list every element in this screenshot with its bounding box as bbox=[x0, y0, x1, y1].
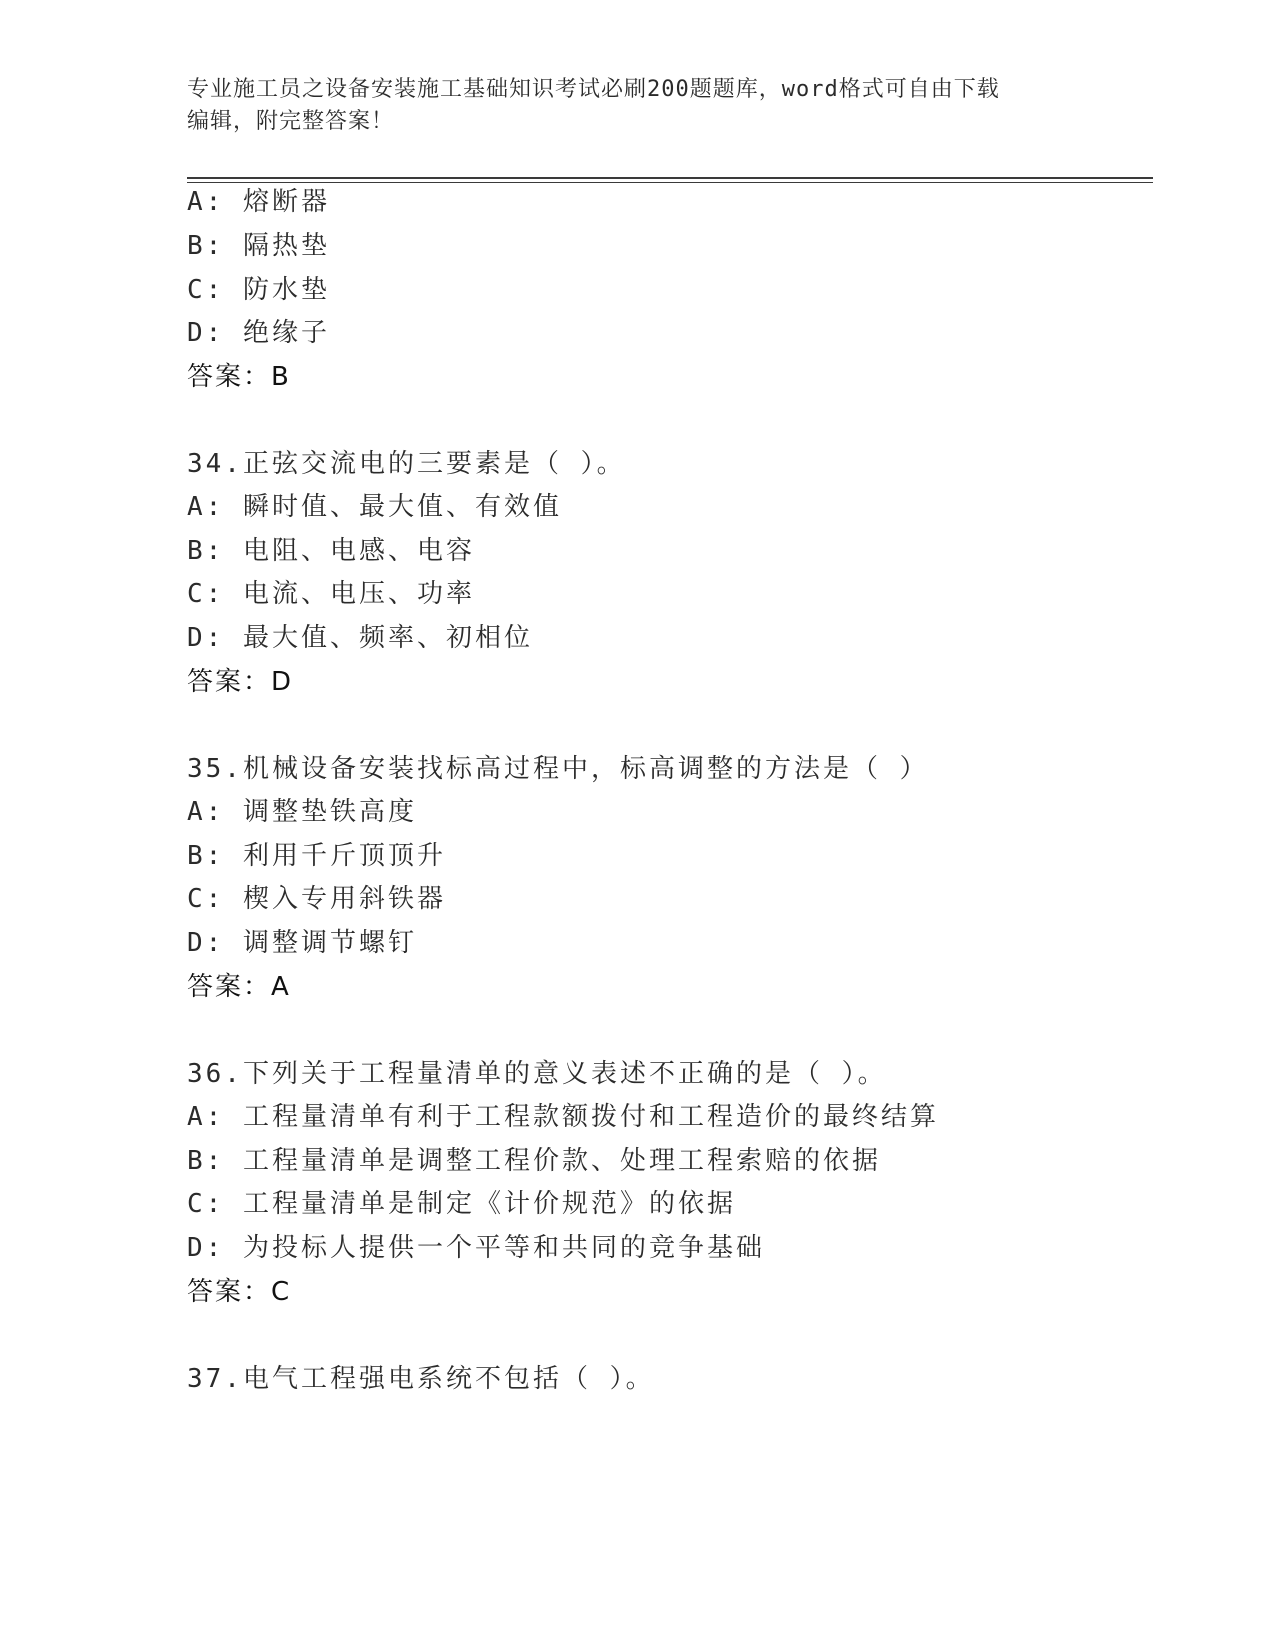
q34-option-c: C: 电流、电压、功率 bbox=[187, 579, 475, 609]
q34-option-a: A: 瞬时值、最大值、有效值 bbox=[187, 492, 562, 522]
q36-question: 36.下列关于工程量清单的意义表述不正确的是（ ）。 bbox=[187, 1059, 887, 1089]
q33-answer: 答案：B bbox=[187, 362, 291, 392]
header-divider bbox=[187, 177, 1153, 179]
q34-option-b: B: 电阻、电感、电容 bbox=[187, 536, 475, 566]
header-line-1: 专业施工员之设备安装施工基础知识考试必刷200题题库，word格式可自由下载 bbox=[187, 77, 1000, 102]
q34-question: 34.正弦交流电的三要素是（ ）。 bbox=[187, 449, 626, 479]
q35-option-d: D: 调整调节螺钉 bbox=[187, 928, 417, 958]
q36-answer: 答案：C bbox=[187, 1277, 292, 1307]
q34-option-d: D: 最大值、频率、初相位 bbox=[187, 623, 533, 653]
header-line-2: 编辑，附完整答案！ bbox=[187, 109, 395, 134]
q34-answer: 答案：D bbox=[187, 667, 294, 697]
document-header bbox=[187, 74, 1087, 138]
q36-option-b: B: 工程量清单是调整工程价款、处理工程索赔的依据 bbox=[187, 1146, 881, 1176]
q35-option-c: C: 楔入专用斜铁器 bbox=[187, 884, 446, 914]
q35-question: 35.机械设备安装找标高过程中，标高调整的方法是（ ） bbox=[187, 754, 929, 784]
q33-option-d: D: 绝缘子 bbox=[187, 318, 330, 348]
q33-option-b: B: 隔热垫 bbox=[187, 231, 330, 261]
q36-option-c: C: 工程量清单是制定《计价规范》的依据 bbox=[187, 1189, 736, 1219]
q35-option-b: B: 利用千斤顶顶升 bbox=[187, 841, 446, 871]
q37-question: 37.电气工程强电系统不包括（ ）。 bbox=[187, 1364, 655, 1394]
q35-option-a: A: 调整垫铁高度 bbox=[187, 797, 417, 827]
q35-answer: 答案：A bbox=[187, 972, 291, 1002]
q36-option-a: A: 工程量清单有利于工程款额拨付和工程造价的最终结算 bbox=[187, 1102, 939, 1132]
q36-option-d: D: 为投标人提供一个平等和共同的竞争基础 bbox=[187, 1233, 765, 1263]
header-divider-thin bbox=[187, 182, 1153, 183]
q33-option-c: C: 防水垫 bbox=[187, 275, 330, 305]
q33-option-a: A: 熔断器 bbox=[187, 187, 330, 217]
